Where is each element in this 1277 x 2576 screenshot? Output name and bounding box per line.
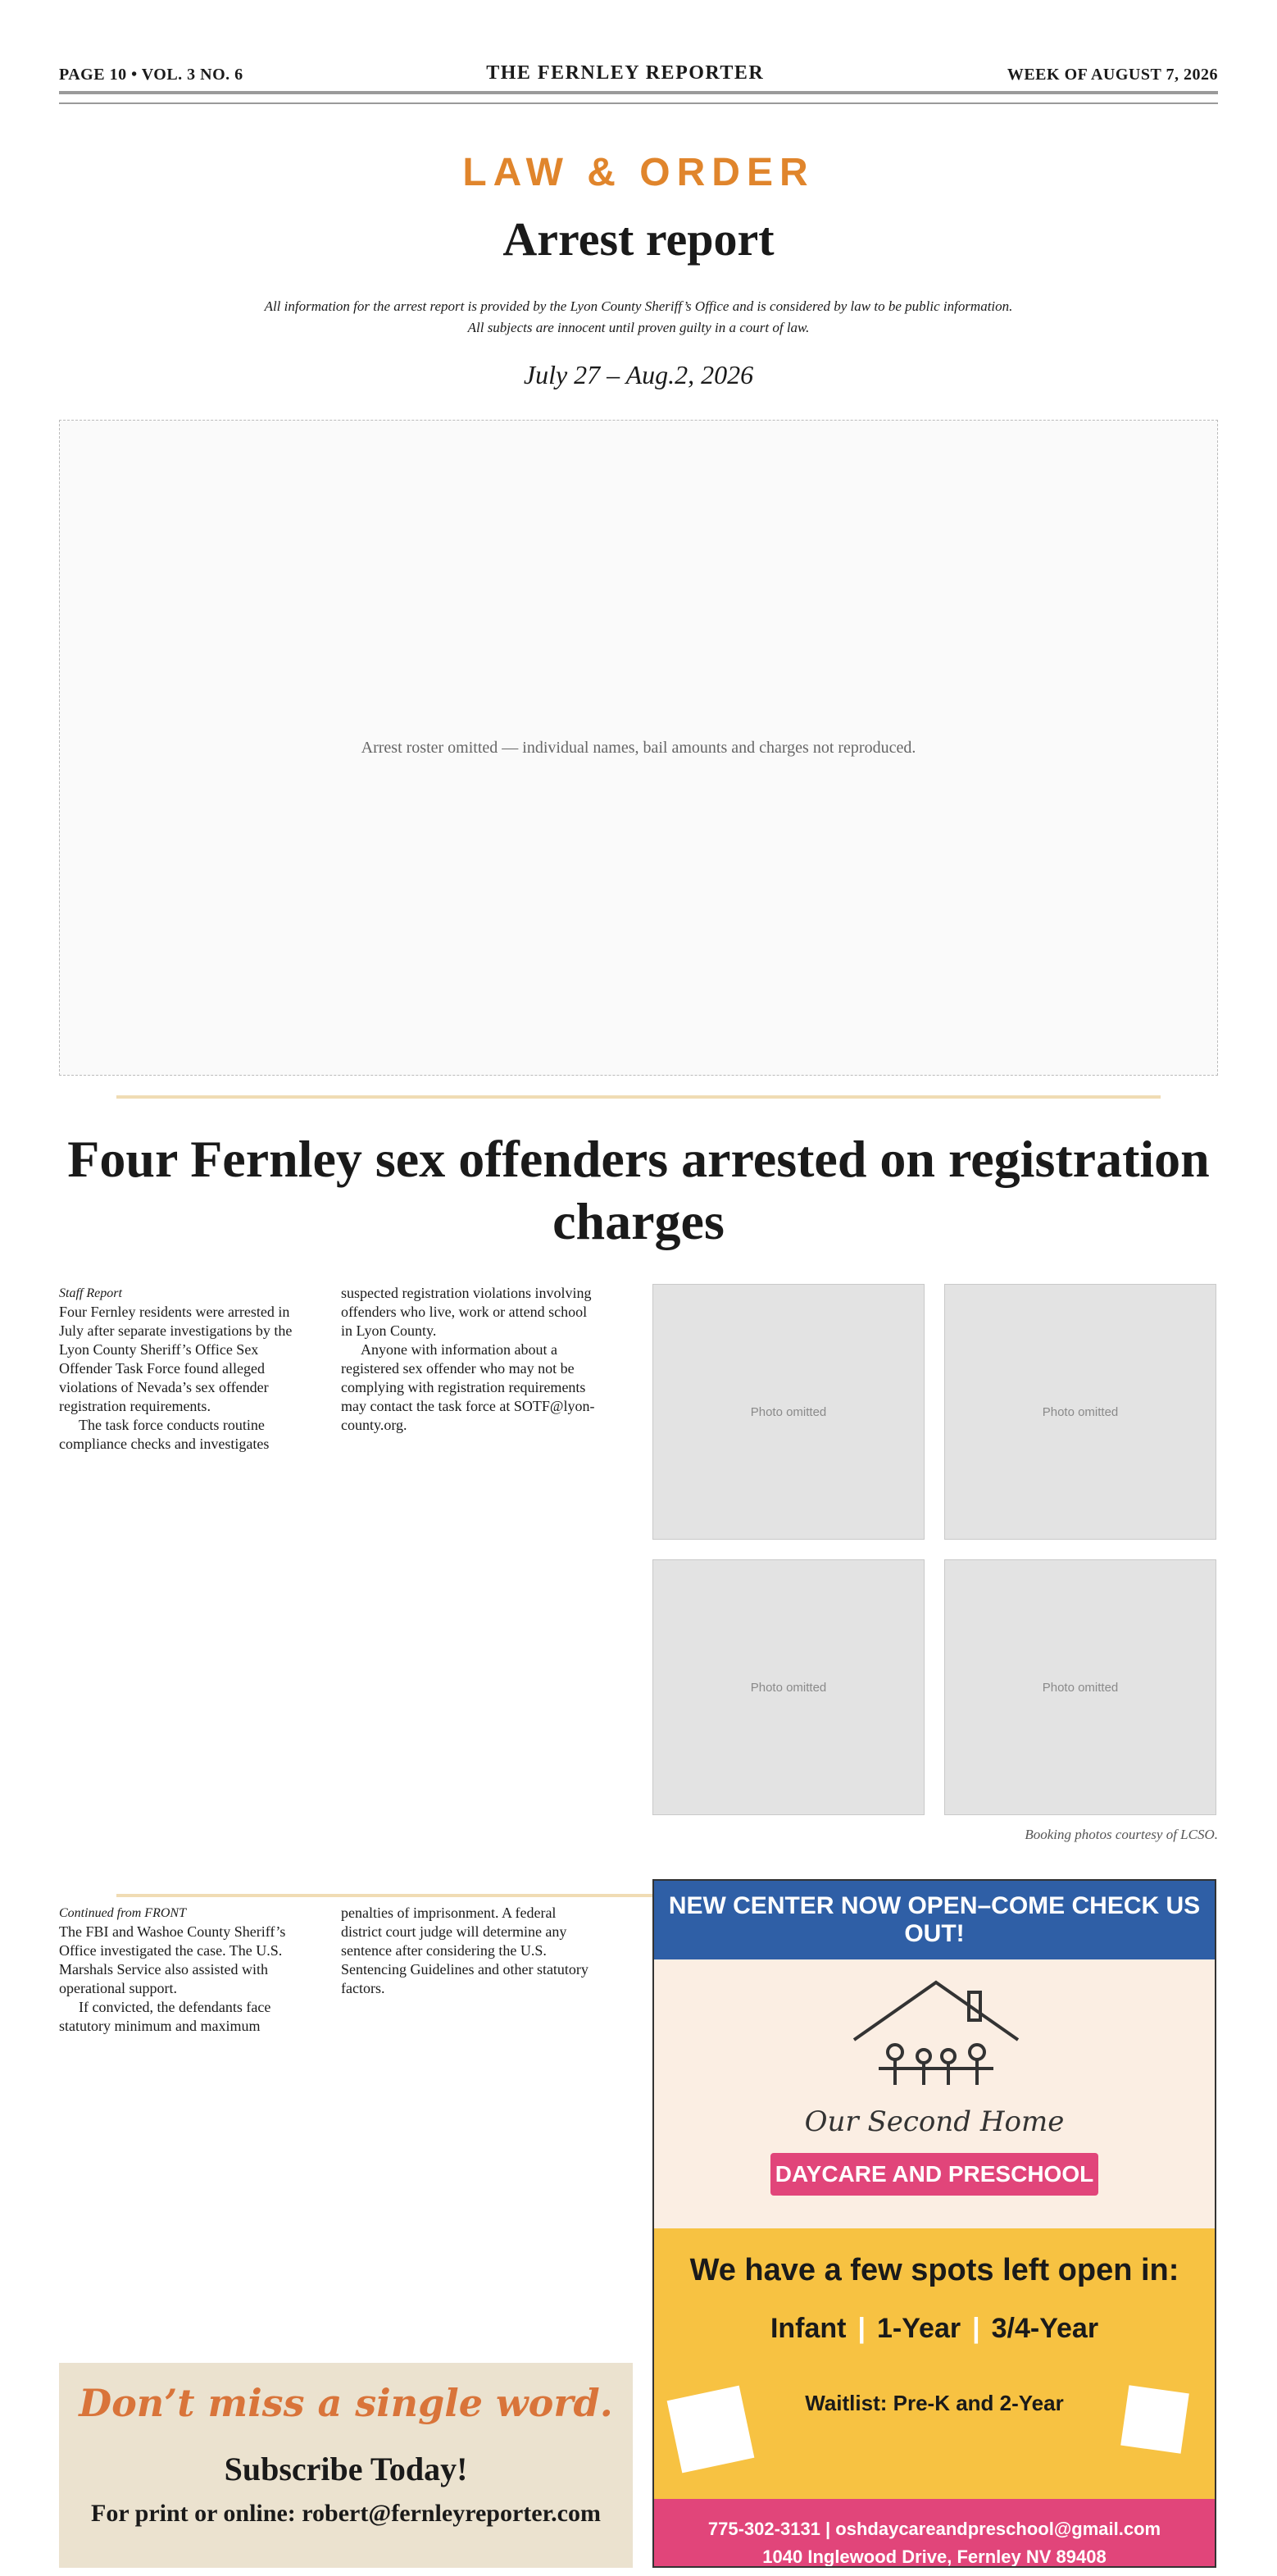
ad-contact[interactable]: 775-302-3131 | oshdaycareandpreschool@gmail.com (707, 2519, 1161, 2539)
continued-story-body (59, 1904, 597, 2338)
age-separator: | (972, 2313, 980, 2344)
ad-age-groups (654, 2313, 1215, 2345)
bottom-area (59, 1892, 1218, 2576)
page-info: PAGE 10 • VOL. 3 NO. 6 (59, 66, 243, 84)
booking-photo-placeholder: Photo omitted (652, 1559, 925, 1815)
arrest-report-disclaimer (59, 296, 1218, 339)
age-group: 1-Year (877, 2313, 961, 2344)
story-paragraph: The task force conducts routine compliance checks and investigates suspected registration violations involving offenders who live, work or attend school in Lyon County. (59, 1285, 592, 1452)
story-paragraph: Anyone with information about a registered sex offender who may not be complying with registration requirements may contact the task force at SOTF@lyon-county.org. (341, 1341, 595, 1433)
ad-openings-panel (654, 2228, 1215, 2499)
ad-subtitle: DAYCARE AND PRESCHOOL (770, 2153, 1098, 2196)
story-byline: Staff Report (59, 1286, 122, 1300)
rocket-card-icon (1120, 2385, 1189, 2454)
toy-card-icon (667, 2386, 755, 2474)
story-paragraph: Four Fernley residents were arrested in July after separate investigations by the Lyon County Sheriff’s Office Sex Offender Task Force found alleged violations of Nevada’s sex offender registration requirements. (59, 1304, 293, 1414)
photo-caption: Booking photos courtesy of LCSO. (1025, 1827, 1218, 1842)
ad-footer (654, 2499, 1215, 2568)
section-divider (116, 1095, 1161, 1099)
arrest-report-dates: July 27 – Aug.2, 2026 (523, 360, 754, 389)
section-label: LAW & ORDER (462, 151, 815, 194)
booking-photo-grid (652, 1284, 1216, 1815)
story-paragraph: The FBI and Washoe County Sheriff’s Office investigated the case. The U.S. Marshals Service also assisted with operational support. (59, 1923, 286, 1996)
ad-address: 1040 Inglewood Drive, Fernley NV 89408 (762, 2546, 1107, 2567)
subscribe-title: Subscribe Today! (224, 2451, 468, 2487)
booking-photo-placeholder: Photo omitted (652, 1284, 925, 1540)
ad-openings-headline: We have a few spots left open in: (689, 2253, 1179, 2287)
arrest-roster-placeholder: Arrest roster omitted — individual names, bail amounts and charges not reproduced. (59, 420, 1218, 1076)
subscribe-box[interactable] (59, 2363, 633, 2568)
ad-logo (654, 1959, 1215, 2148)
age-group: Infant (770, 2313, 847, 2344)
masthead-rule (59, 91, 1218, 104)
story-paragraph: If convicted, the defendants face statutory minimum and maximum penalties of imprisonment. A federal district court judge will determine any sentence after considering the U.S. Sentencing Guidelines and other statutory factors. (59, 1905, 589, 2034)
age-separator: | (857, 2313, 866, 2344)
masthead (59, 0, 1218, 84)
house-family-icon (846, 1974, 1026, 2105)
ad-waitlist: Waitlist: Pre-K and 2-Year (805, 2391, 1064, 2415)
story-headline: Four Fernley sex offenders arrested on registration charges (67, 1130, 1210, 1250)
arrest-report-headline: Arrest report (502, 212, 775, 266)
age-group: 3/4-Year (991, 2313, 1099, 2344)
booking-photo-placeholder: Photo omitted (944, 1284, 1216, 1540)
disclaimer-line-1: All information for the arrest report is provided by the Lyon County Sheriff’s Office and is considered by law to be public information. (264, 298, 1013, 314)
story-area (59, 1284, 1218, 1874)
ad-brand: Our Second Home (804, 2105, 1065, 2138)
subscribe-tagline: Don’t miss a single word. (79, 2381, 613, 2425)
subscribe-contact[interactable]: For print or online: robert@fernleyreporter.com (91, 2500, 601, 2527)
paper-name: THE FERNLEY REPORTER (486, 62, 765, 84)
daycare-ad[interactable] (652, 1879, 1216, 2568)
continued-label: Continued from FRONT (59, 1906, 186, 1920)
ad-banner: NEW CENTER NOW OPEN–COME CHECK US OUT! (654, 1881, 1215, 1959)
booking-photo-placeholder: Photo omitted (944, 1559, 1216, 1815)
story-body (59, 1284, 597, 1874)
issue-week: WEEK OF AUGUST 7, 2026 (1007, 66, 1218, 84)
disclaimer-line-2: All subjects are innocent until proven guilty in a court of law. (467, 320, 810, 335)
